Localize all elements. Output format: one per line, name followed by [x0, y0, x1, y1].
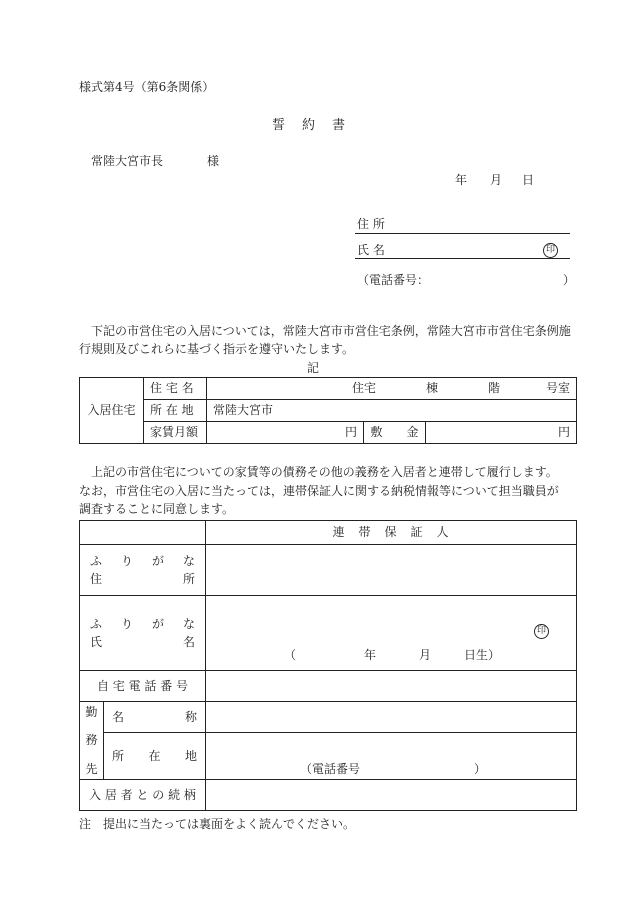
intro-line-1: 下記の市営住宅の入居については，常陸大宮市市営住宅条例，常陸大宮市市営住宅条例施 [91, 324, 571, 338]
guarantee-line-2: なお，市営住宅の入居に当たっては，連帯保証人に関する納税情報等について担当職員が [79, 484, 559, 498]
date-year: 年 [455, 173, 468, 187]
guarantor-header: 連 帯 保 証 人 [206, 521, 577, 545]
guarantor-address-label: ふ り が な 住 所 [80, 545, 206, 596]
guarantor-seal-icon: 印 [534, 624, 549, 639]
ki-label: 記 [307, 361, 320, 375]
home-phone-label: 自 宅 電 話 番 号 [80, 671, 206, 702]
work-name-value[interactable] [206, 702, 577, 733]
housing-name-label: 住 宅 名 [144, 378, 207, 400]
guarantor-header-blank [80, 521, 206, 545]
guarantor-address-value[interactable] [206, 545, 577, 596]
housing-group-label: 入居住宅 [80, 378, 144, 444]
workplace-label: 勤 務 先 [80, 702, 104, 780]
work-name-label: 名 称 [104, 702, 206, 733]
applicant-address-line[interactable] [355, 233, 570, 234]
applicant-phone-close: ） [563, 273, 576, 287]
seal-icon: 印 [543, 242, 558, 258]
guarantor-name-value[interactable] [206, 596, 577, 671]
date-month: 月 [490, 173, 503, 187]
work-address-value[interactable] [206, 733, 577, 780]
applicant-name-label: 氏 名 [357, 243, 385, 257]
housing-location-label: 所 在 地 [144, 400, 207, 422]
applicant-phone-open: （電話番号： [357, 273, 430, 287]
work-phone-close: ） [474, 761, 487, 776]
birthdate-line: （ 年 月 日生） [284, 648, 501, 662]
housing-name-value[interactable]: 住宅 棟 階 号室 [207, 378, 577, 400]
addressee: 常陸大宮市長 [91, 154, 164, 168]
relation-label: 入 居 者 と の 続 柄 [80, 780, 206, 811]
applicant-name-line[interactable] [355, 258, 570, 259]
form-number-label: 様式第4号（第6条関係） [79, 80, 215, 94]
date-day: 日 [522, 173, 535, 187]
work-phone-open: （電話番号 [300, 761, 361, 776]
honorific: 様 [207, 154, 220, 168]
footer-note: 注 提出に当たっては裏面をよく読んでください。 [79, 817, 356, 831]
guarantor-name-label: ふ り が な 氏 名 [80, 596, 206, 671]
rent-label: 家賃月額 [144, 422, 207, 444]
housing-table [79, 377, 577, 444]
deposit-label: 敷 金 [364, 422, 426, 444]
relation-value[interactable] [206, 780, 577, 811]
guarantor-table [79, 520, 577, 811]
intro-line-2: 行規則及びこれらに基づく指示を遵守いたします。 [79, 342, 355, 356]
guarantee-line-1: 上記の市営住宅についての家賃等の債務その他の義務を入居者と連帯して履行します。 [91, 465, 558, 479]
rent-value[interactable]: 円 [207, 422, 364, 444]
applicant-address-label: 住 所 [357, 217, 385, 231]
guarantee-line-3: 調査することに同意します。 [79, 502, 235, 516]
deposit-value[interactable]: 円 [426, 422, 577, 444]
work-address-label: 所 在 地 [104, 733, 206, 780]
home-phone-value[interactable] [206, 671, 577, 702]
document-title: 誓 約 書 [272, 118, 348, 133]
housing-location-value[interactable]: 常陸大宮市 [207, 400, 577, 422]
